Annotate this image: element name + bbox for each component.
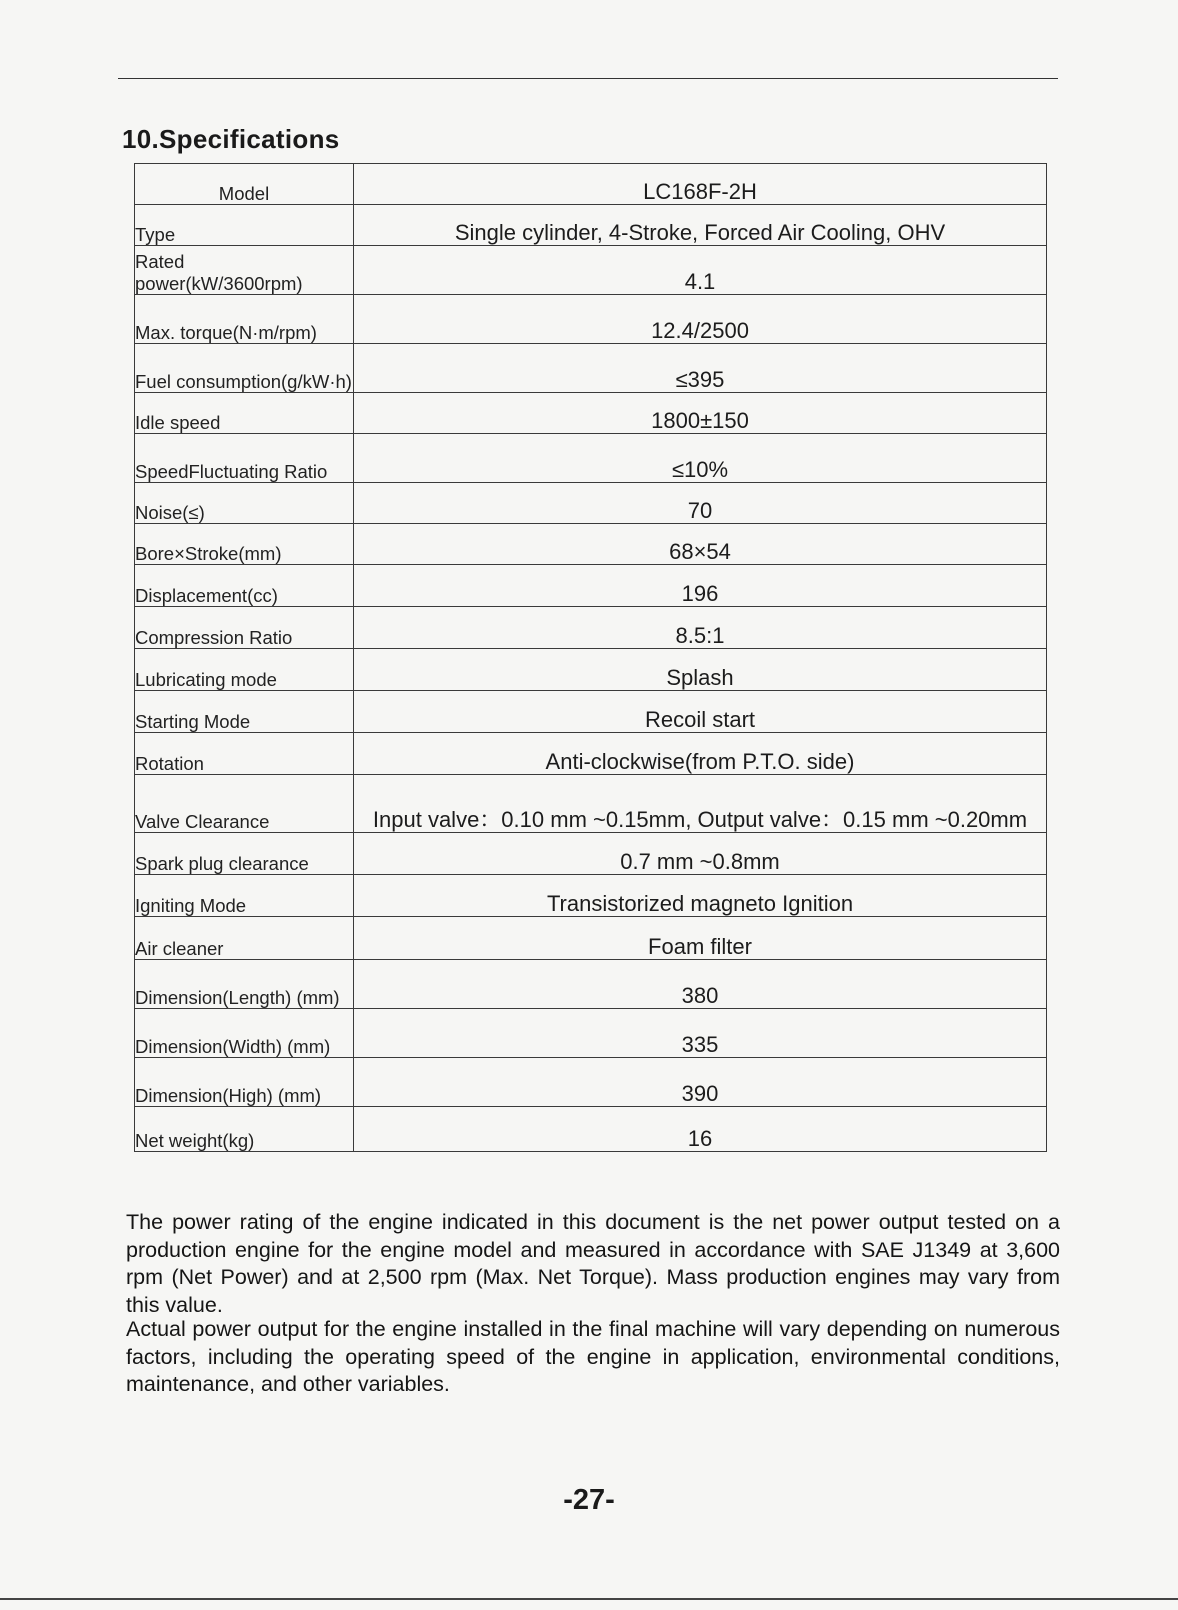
spec-value: 68×54	[354, 524, 1047, 565]
table-row	[135, 607, 1047, 649]
table-row	[135, 434, 1047, 483]
spec-label: Starting Mode	[135, 691, 354, 733]
spec-label: Net weight(kg)	[135, 1107, 354, 1152]
spec-label: Compression Ratio	[135, 607, 354, 649]
spec-label: Type	[135, 205, 354, 246]
table-row	[135, 1107, 1047, 1152]
model-label: Model	[135, 164, 354, 205]
spec-label: Air cleaner	[135, 917, 354, 960]
power-output-note: Actual power output for the engine installed in the final machine will vary depending on numerous factors, including the operating speed of the engine in application, environmental conditions, maintenance, and other variables.	[126, 1317, 1060, 1397]
spec-label: Valve Clearance	[135, 775, 354, 833]
spec-value: 16	[354, 1107, 1047, 1152]
spec-value: 8.5:1	[354, 607, 1047, 649]
table-row	[135, 393, 1047, 434]
page-number: -27-	[563, 1484, 615, 1516]
bottom-rule	[0, 1598, 1178, 1600]
spec-value: Transistorized magneto Ignition	[354, 875, 1047, 917]
spec-value: 12.4/2500	[354, 295, 1047, 344]
spec-value: Single cylinder, 4-Stroke, Forced Air Cooling, OHV	[354, 205, 1047, 246]
spec-value: Anti-clockwise(from P.T.O. side)	[354, 733, 1047, 775]
spec-value: 70	[354, 483, 1047, 524]
spec-label: Idle speed	[135, 393, 354, 434]
spec-label: Dimension(High) (mm)	[135, 1058, 354, 1107]
table-row	[135, 733, 1047, 775]
table-row	[135, 295, 1047, 344]
top-rule	[118, 78, 1058, 79]
table-row	[135, 649, 1047, 691]
table-row	[135, 960, 1047, 1009]
spec-value: ≤395	[354, 344, 1047, 393]
spec-value: 1800±150	[354, 393, 1047, 434]
spec-label: Max. torque(N·m/rpm)	[135, 295, 354, 344]
spec-label: Rated power(kW/3600rpm)	[135, 246, 354, 295]
spec-value: 390	[354, 1058, 1047, 1107]
spec-value: Input valve：0.10 mm ~0.15mm, Output valve：0.15 mm ~0.20mm	[354, 775, 1047, 833]
spec-label: Lubricating mode	[135, 649, 354, 691]
spec-label: Dimension(Width) (mm)	[135, 1009, 354, 1058]
spec-value: 4.1	[354, 246, 1047, 295]
spec-label: Rotation	[135, 733, 354, 775]
spec-value: 335	[354, 1009, 1047, 1058]
table-row	[135, 775, 1047, 833]
table-row	[135, 875, 1047, 917]
table-row	[135, 833, 1047, 875]
table-row	[135, 565, 1047, 607]
spec-label: Displacement(cc)	[135, 565, 354, 607]
table-row	[135, 691, 1047, 733]
table-row	[135, 483, 1047, 524]
table-header-row	[135, 164, 1047, 205]
model-value: LC168F-2H	[354, 164, 1047, 205]
power-rating-note: The power rating of the engine indicated in this document is the net power output tested on a production engine for the engine model and measured in accordance with SAE J1349 at 3,600 rpm (Net Power) and at 2,500 rpm (Max. Net Torque). Mass production engines may vary from this value.	[126, 1210, 1060, 1317]
table-row	[135, 1009, 1047, 1058]
spec-label: Dimension(Length) (mm)	[135, 960, 354, 1009]
spec-value: 380	[354, 960, 1047, 1009]
spec-value: Splash	[354, 649, 1047, 691]
table-row	[135, 524, 1047, 565]
spec-label: Spark plug clearance	[135, 833, 354, 875]
table-row	[135, 344, 1047, 393]
spec-value: ≤10%	[354, 434, 1047, 483]
table-row	[135, 205, 1047, 246]
spec-value: Recoil start	[354, 691, 1047, 733]
specifications-table	[134, 163, 1047, 1152]
table-row	[135, 246, 1047, 295]
spec-label: Fuel consumption(g/kW·h)	[135, 344, 354, 393]
table-row	[135, 1058, 1047, 1107]
page-title: 10.Specifications	[122, 124, 340, 154]
spec-label: Noise(≤)	[135, 483, 354, 524]
spec-label: Igniting Mode	[135, 875, 354, 917]
spec-label: SpeedFluctuating Ratio	[135, 434, 354, 483]
spec-value: 0.7 mm ~0.8mm	[354, 833, 1047, 875]
spec-value: Foam filter	[354, 917, 1047, 960]
table-row	[135, 917, 1047, 960]
spec-value: 196	[354, 565, 1047, 607]
spec-label: Bore×Stroke(mm)	[135, 524, 354, 565]
